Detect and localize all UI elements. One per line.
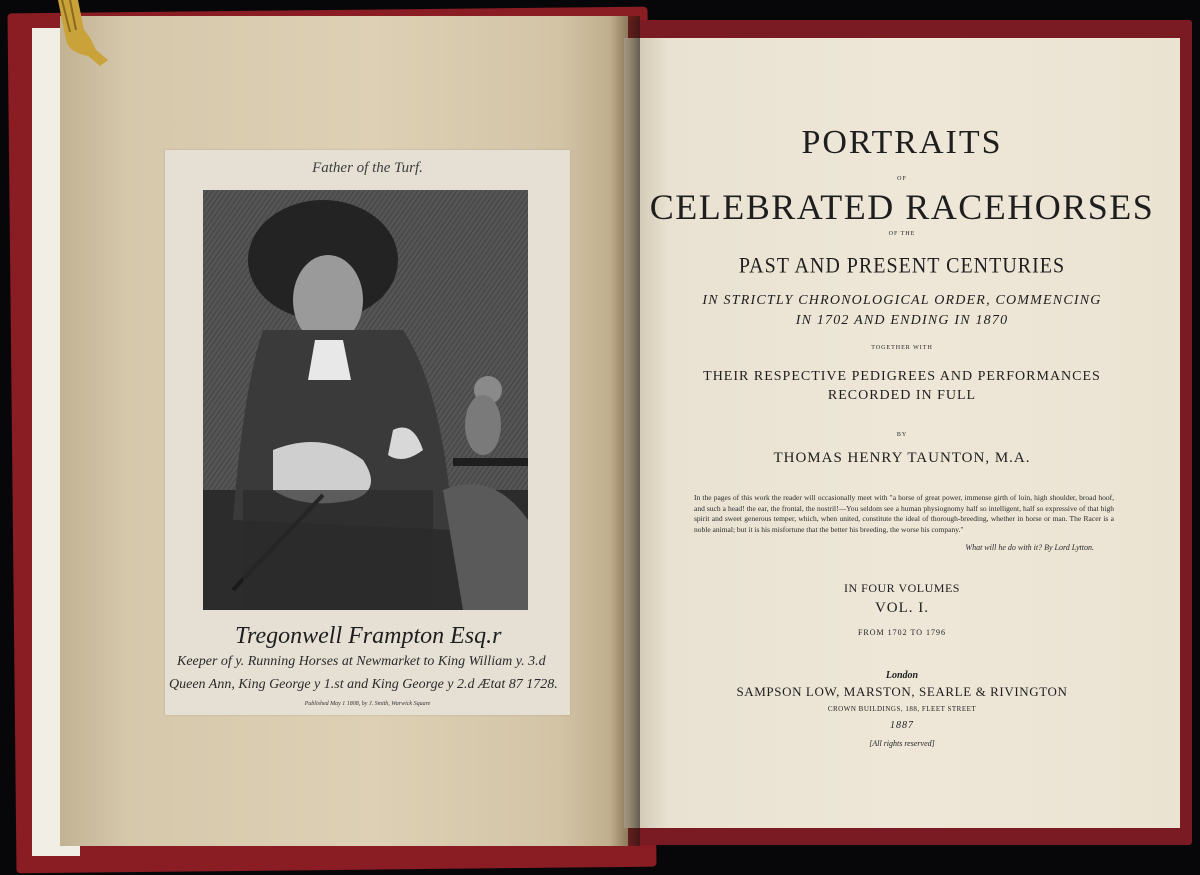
publisher-name: SAMPSON LOW, MARSTON, SEARLE & RIVINGTON — [736, 684, 1068, 699]
epigraph-attribution: What will he do with it? By Lord Lytton. — [965, 543, 1094, 552]
title-of: OF — [897, 176, 907, 182]
volume-range: FROM 1702 TO 1796 — [857, 628, 947, 637]
publication-year: 1887 — [890, 720, 914, 731]
publisher-city: London — [885, 670, 919, 681]
author-name: THOMAS HENRY TAUNTON, M.A. — [773, 450, 1031, 466]
subtitle-line-2: IN 1702 AND ENDING IN 1870 — [795, 313, 1009, 328]
title-of-the: OF THE — [888, 231, 916, 237]
plate-publisher-line: Published May 1 1808, by J. Smith, Warwick Square — [304, 701, 431, 707]
fork-icon — [48, 0, 128, 70]
portrait-engraving — [203, 190, 528, 610]
title-portraits: PORTRAITS — [801, 124, 1003, 161]
sitter-name: Tregonwell Frampton Esq.r — [235, 623, 502, 649]
frontispiece-plate — [165, 150, 570, 715]
title-celebrated-racehorses: CELEBRATED RACEHORSES — [649, 187, 1155, 227]
plate-caption-top: Father of the Turf. — [312, 160, 423, 176]
description-line-1: THEIR RESPECTIVE PEDIGREES AND PERFORMANCES — [703, 369, 1101, 384]
epigraph-quote: In the pages of this work the reader will occasionally meet with "a horse of great power, immense girth of loin, high shoulder, broad hoof, and such a head! the ear, the frontal, the nostril!—You seldom see a human physiognomy half so intelligent, half so expressive of that high spirit and sweet generous temper, which, when united, constitute the ideal of thorough-breeding, whether in horse or man. The Racer is a noble animal; but it is his misfortune that the better his breeding, the worse his company." — [694, 493, 1114, 534]
together-with: TOGETHER WITH — [871, 345, 933, 351]
rights-notice: [All rights reserved] — [869, 739, 935, 748]
description-line-2: RECORDED IN FULL — [827, 388, 977, 403]
subtitle-line-1: IN STRICTLY CHRONOLOGICAL ORDER, COMMENCING — [702, 293, 1102, 308]
title-past-and-present: PAST AND PRESENT CENTURIES — [738, 253, 1066, 279]
publisher-address: CROWN BUILDINGS, 188, FLEET STREET — [827, 705, 977, 713]
volumes-note: IN FOUR VOLUMES — [844, 581, 960, 595]
plate-caption-line-2: Queen Ann, King George y 1.st and King George y 2.d Ætat 87 1728. — [169, 677, 558, 692]
plate-caption-line-1: Keeper of y. Running Horses at Newmarket to King William y. 3.d — [177, 654, 546, 669]
by-label: BY — [896, 432, 908, 438]
volume-number: VOL. I. — [874, 600, 930, 616]
